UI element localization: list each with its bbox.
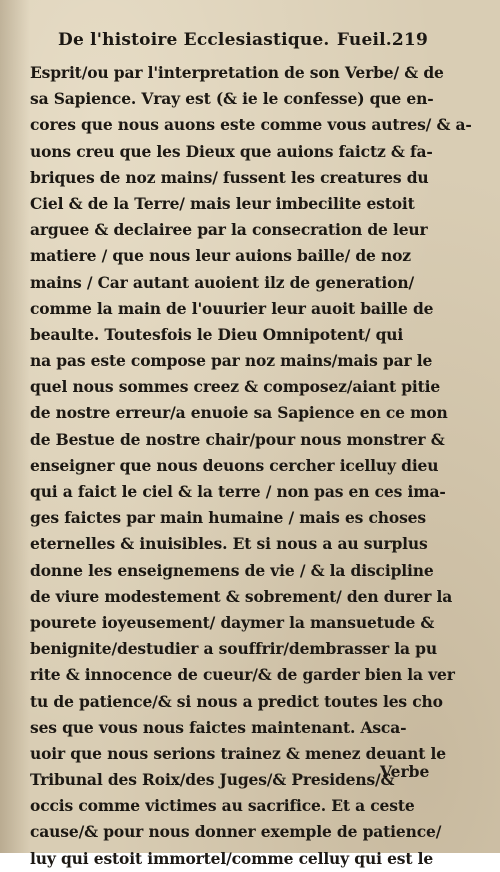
page-gutter-shadow — [0, 0, 30, 853]
text-line: comme la main de l'ouurier leur auoit baille de — [30, 298, 434, 318]
text-line: uoir que nous serions trainez & menez deuant le — [30, 743, 446, 763]
text-line: occis comme victimes au sacrifice. Et a ceste — [30, 796, 415, 816]
text-line: cores que nous auons este comme vous autres/ & a- — [30, 115, 472, 135]
text-line: matiere / que nous leur auions baille/ de noz — [30, 246, 411, 266]
text-line: quel nous sommes creez & composez/aiant pitie — [30, 377, 441, 397]
text-line: beaulte. Toutesfois le Dieu Omnipotent/ qui — [30, 324, 404, 344]
text-line: de nostre erreur/a enuoie sa Sapience en ce mon — [30, 403, 448, 423]
page-header — [58, 30, 428, 56]
text-line: arguee & declairee par la consecration de leur — [30, 220, 428, 240]
catchword: Verbe — [380, 762, 430, 781]
text-line: mains / Car autant auoient ilz de generation/ — [30, 272, 414, 292]
text-line: cause/& pour nous donner exemple de patience/ — [30, 822, 442, 842]
text-line: Tribunal des Roix/des Juges/& Presidens/& — [30, 770, 395, 790]
body-text — [30, 60, 472, 872]
text-line: sa Sapience. Vray est (& ie le confesse) que en- — [30, 89, 434, 109]
text-line: de viure modestement & sobrement/ den durer la — [30, 586, 453, 606]
text-line: rite & innocence de cueur/& de garder bien la ver — [30, 665, 455, 685]
text-line: tu de patience/& si nous a predict toutes les cho — [30, 691, 443, 711]
text-line: Ciel & de la Terre/ mais leur imbecilite estoit — [30, 193, 415, 213]
text-line: enseigner que nous deuons cercher icelluy dieu — [30, 455, 439, 475]
text-line: benignite/destudier a souffrir/dembrasser la pu — [30, 639, 437, 659]
folio-number: Fueil.219 — [336, 30, 428, 50]
text-line: donne les enseignemens de vie / & la discipline — [30, 560, 434, 580]
text-line: uons creu que les Dieux que auions faictz & fa- — [30, 141, 433, 161]
text-line: qui a faict le ciel & la terre / non pas en ces ima- — [30, 482, 446, 501]
text-line: luy qui estoit immortel/comme celluy qui est le — [30, 848, 434, 868]
text-line: briques de noz mains/ fussent les creatures du — [30, 167, 429, 187]
text-line: ges faictes par main humaine / mais es choses — [30, 508, 426, 528]
text-line: ses que vous nous faictes maintenant. Asca- — [30, 717, 407, 737]
text-line: de Bestue de nostre chair/pour nous monstrer & — [30, 429, 445, 449]
text-line: pourete ioyeusement/ daymer la mansuetude & — [30, 612, 435, 632]
text-line: eternelles & inuisibles. Et si nous a au surplus — [30, 534, 428, 554]
running-title: De l'histoire Ecclesiastique. — [58, 30, 330, 50]
text-line: na pas este compose par noz mains/mais par le — [30, 351, 433, 371]
text-line: Esprit/ou par l'interpretation de son Verbe/ & de — [30, 63, 444, 82]
